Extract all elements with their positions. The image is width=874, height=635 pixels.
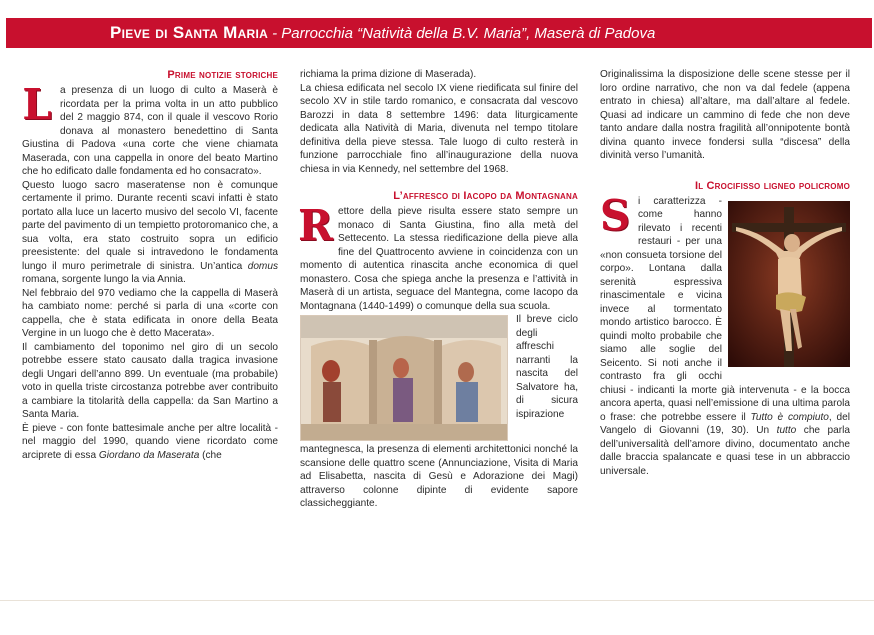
dropcap: R <box>298 201 333 250</box>
paragraph: Nel febbraio del 970 vediamo che la cappella di Maserà ha cambiato nome: perché si parla di una «corte con cappella, che è stata edificata in onore della Beata Vergine in un luogo che è detto Macerata». <box>22 287 278 339</box>
fresco-image <box>300 315 508 441</box>
column-1 <box>22 68 278 462</box>
column-3 <box>600 68 850 478</box>
page-subtitle: - Parrocchia “Natività della B.V. Maria”, Maserà di Padova <box>272 24 656 42</box>
paragraph-text: a presenza di un luogo di culto a Maserà è ricordata per la prima volta in un atto pubblico del 2 maggio 874, con il quale il vescovo Rorio donava al monastero benedettino di Santa Giustina di Padova «una corte che viene chiamata Maserada, con una cappella in onore del beato Martino che ho edificato dalle fondamenta ed ho consacrato». <box>22 85 278 177</box>
paragraph-text: , del Vangelo di Giovanni (19, 30). Un <box>600 411 850 436</box>
paragraph <box>22 422 278 463</box>
crucifix-drawing <box>728 201 850 367</box>
paragraph: Il breve ciclo degli affreschi narranti la nascita del Salvatore ha, di sicura ispirazione mantegnesca, la presenza di elementi architettonici nonché la scansione delle quattro scene (Annunciazione, Visita di Maria ad Elisabetta, nascita di Gesù e Adorazione dei Magi) attraverso colonne dipinte di evidente sapore classicheggiante. <box>300 314 578 509</box>
paragraph-text: Questo luogo sacro maseratense non è comunque certamente il primo. Durante recenti scavi infatti è stato portato alla luce un lacerto musivo del secolo VI, facente parte del pavimento di un tempietto protoromanico che, a sua volta, era stato costruito sopra un edificio preesistente: del quale si intravedono le fondamenta lungo il muro perimetrale di sinistra. Un’antica <box>22 179 278 272</box>
paragraph-text: romana, sorgente lungo la via Annia. <box>22 274 186 285</box>
paragraph <box>599 190 850 479</box>
paragraph: Originalissima la disposizione delle scene stesse per il loro ordine narrativo, che non va dal fedele (appena entrato in chiesa) all’altare, ma dall’altare al fedele. Quasi ad indicare un cammino di fede che non deve tanto andare dalla nostra fragilità all’onnipotente bontà divina quanto invece fondersi sulla “discesa” della divinità verso l’umanità. <box>600 69 850 161</box>
fresco-drawing <box>301 316 507 440</box>
paragraph-text: ettore della pieve risulta essere stato sempre un monaco di Santa Giustina, fino alla metà del Settecento. La stessa riedificazione della pieve alla fine del Quattrocento avviene in coincidenza con un momento di autentica rinascita anche economica di quel monastero. Cosa che spiega anche la presenza e l’attività in Maserà di un artista, seguace del Mantegna, come Iacopo da Montagnana (1440-1499) o comunque della sua scuola. <box>300 206 578 312</box>
emphasis: domus <box>247 260 278 272</box>
page-title: Pieve di Santa Maria <box>110 23 269 42</box>
emphasis: tutto <box>776 425 797 436</box>
spacer <box>300 176 578 189</box>
header-band <box>6 18 872 48</box>
paragraph-text: (che <box>199 449 222 461</box>
emphasis: Giordano da Maserata <box>98 449 200 461</box>
section-title-prime-notizie: Prime notizie storiche <box>167 69 278 81</box>
paragraph <box>298 201 578 313</box>
column-2 <box>300 68 578 511</box>
paragraph: richiama la prima dizione di Maserada). <box>300 69 477 80</box>
paragraph-text: È pieve - con fonte battesimale anche per altre località - nel maggio del 1990, quando viene ricordato come arciprete di essa <box>22 422 278 461</box>
paragraph-text: che parla dell’universalità dell’amore divino, documentato anche dalle braccia spalancate e quasi tese in un abbraccio universale. <box>600 425 850 477</box>
paragraph-text: i caratterizza - come hanno rilevato i recenti restauri - per una «non consueta torsione del corpo». Lontana dalla serenità espressiva rinascimentale e vicina invece al tormentato mondo artistico barocco. È quindi molto probabile che siamo alle soglie del Seicento. Si noti anche il contrasto fra gli occhi chiusi - indicanti la morte già intervenuta - e la bocca ancora aperta, quasi nell’emissione di una ultima parola o frase: che potrebbe essere il <box>600 195 850 423</box>
paragraph <box>22 179 278 287</box>
crucifix-image <box>728 201 850 367</box>
dropcap: L <box>22 80 52 129</box>
section-title-affresco: L’affresco di Iacopo da Montagnana <box>393 190 578 202</box>
dropcap: S <box>599 190 631 240</box>
paragraph: Il cambiamento del toponimo nel giro di un secolo potrebbe essere stato causato dalla tragica invasione degli Ungari dell’anno 899. Un eventuale (ma probabile) voto in quella triste circostanza potrebbe aver contribuito a cambiare la titolarità della cappella: da San Martino a Santa Maria. <box>22 341 278 420</box>
bottom-rule <box>0 600 874 601</box>
section-title-crocifisso: Il Crocifisso ligneo policromo <box>694 179 850 192</box>
paragraph <box>22 80 278 179</box>
emphasis: Tutto è compiuto <box>750 411 829 423</box>
paragraph: La chiesa edificata nel secolo IX viene riedificata sul finire del secolo XV in stile tardo romanico, e consacrata dal vescovo Barozzi in data 8 settembre 1496: data liturgicamente dedicata alla Natività di Maria, divenuta nel tempo titolare definitiva della pieve stessa. Tale luogo di culto resterà in funzione parrocchiale fino all’inaugurazione della nuova chiesa in via Kennedy, nel settembre del 1968. <box>300 82 578 175</box>
spacer <box>600 163 850 179</box>
